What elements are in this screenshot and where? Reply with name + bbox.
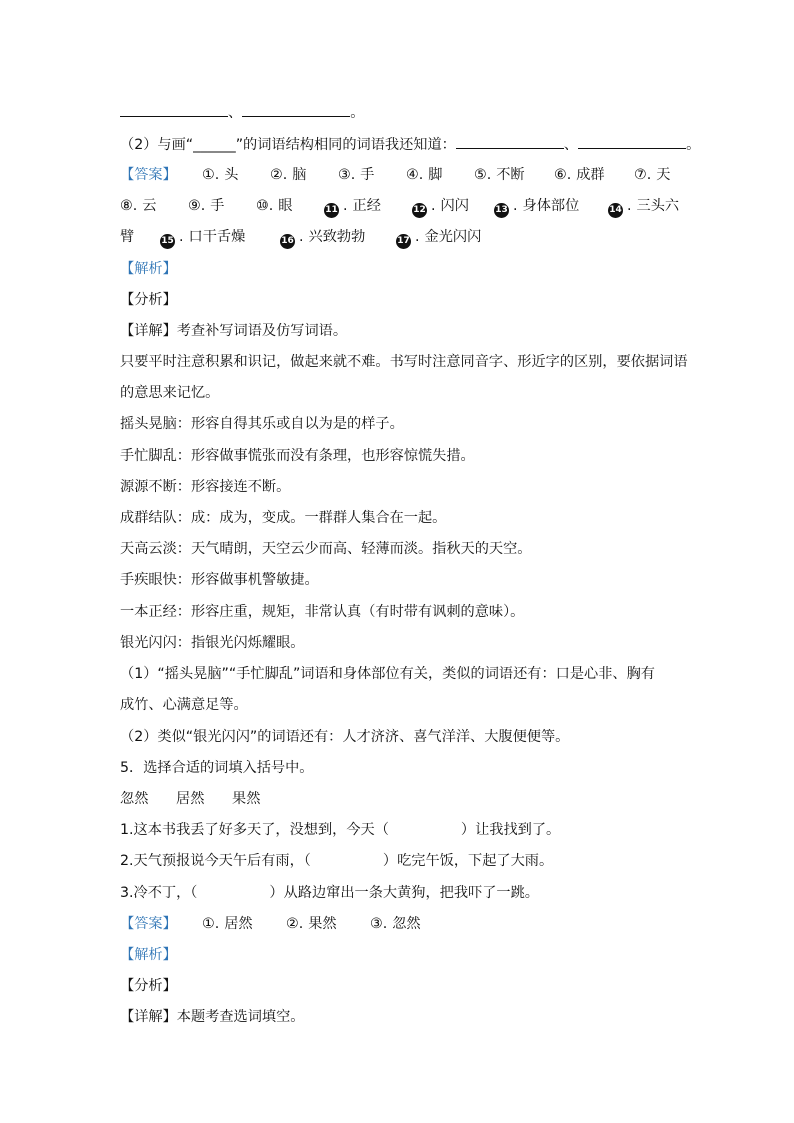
answer-text: 成群 [576, 167, 605, 183]
definition-line: 一本正经：形容庄重，规矩，非常认真（有时带有讽刺的意味）。 [120, 604, 525, 620]
sentence-pre: 1.这本书我丢了好多天了，没想到，今天（ [120, 822, 389, 838]
answer-number: ④. [406, 167, 424, 183]
xiangjie-label: 【详解】 [120, 1009, 177, 1025]
blank[interactable] [578, 134, 686, 149]
period: 。 [350, 105, 365, 121]
answer-label: 【答案】 [120, 167, 177, 183]
paragraph-line: 的意思来记忆。 [120, 385, 220, 401]
period: 。 [686, 137, 701, 153]
answer-number: ⑧. [120, 198, 138, 214]
answer-number: ①. [202, 916, 220, 932]
answer-text: 闪闪 [440, 198, 469, 214]
answer-text: 手 [360, 167, 375, 183]
blank[interactable] [456, 134, 564, 149]
circled-number: 11 [324, 203, 339, 218]
answer-text: 金光闪闪 [424, 229, 482, 245]
sentence-post: ）吃完午饭，下起了大雨。 [382, 853, 554, 869]
option-word: 果然 [232, 791, 261, 807]
separator: 、 [563, 137, 579, 153]
option-word: 居然 [176, 791, 205, 807]
definition-line: 手疾眼快：形容做事机警敏捷。 [120, 572, 319, 588]
option-word: 忽然 [120, 791, 149, 807]
xiangjie-text: 本题考查选词填空。 [176, 1009, 305, 1025]
note-line: 成竹、心满意足等。 [120, 697, 248, 713]
sentence-post: ）从路边窜出一条大黄狗，把我吓了一跳。 [269, 885, 539, 901]
answer-number: ⑩. [256, 198, 274, 214]
answer-text: 忽然 [392, 916, 421, 932]
question-5-title: 5．选择合适的词填入括号中。 [120, 760, 314, 776]
fenxi-label: 【分析】 [120, 978, 177, 994]
answer-number: ⑤. [474, 167, 492, 183]
circled-number: 17 [396, 234, 411, 249]
answer-row-1 [120, 165, 684, 185]
answer-text: 身体部位 [522, 198, 580, 214]
definition-line: 摇头晃脑：形容自得其乐或自以为是的样子。 [120, 416, 404, 432]
fenxi-label: 【分析】 [120, 292, 177, 308]
answer-number: ②. [286, 916, 304, 932]
jiexi-label: 【解析】 [120, 947, 177, 963]
sentence-1 [120, 820, 684, 840]
answer-label: 【答案】 [120, 916, 177, 932]
q2-mid: ”的词语结构相同的词语我还知道： [235, 137, 456, 153]
xiangjie-line [120, 321, 684, 341]
answer-text: 头 [224, 167, 239, 183]
answer-text: 云 [142, 198, 157, 214]
circled-number: 15 [160, 234, 175, 249]
xiangjie-text: 考查补写词语及仿写词语。 [176, 323, 348, 339]
sentence-pre: 2.天气预报说今天午后有雨，（ [120, 853, 311, 869]
q2-prefix: （2）与画“ [120, 137, 194, 153]
answer-row-q5 [120, 914, 684, 934]
sentence-2 [120, 851, 684, 871]
circled-number: 12 [412, 203, 427, 218]
blank[interactable] [120, 102, 228, 117]
circled-number: 14 [608, 203, 623, 218]
question-2-line [120, 134, 701, 155]
answer-text: 天 [656, 167, 671, 183]
answer-text: 口干舌燥 [188, 229, 246, 245]
answer-text: 不断 [496, 167, 525, 183]
note-line: （2）类似“银光闪闪”的词语还有：人才济济、喜气洋洋、大腹便便等。 [120, 729, 570, 745]
answer-number: ②. [270, 167, 288, 183]
answer-number: ⑦. [634, 167, 652, 183]
sentence-post: ）让我找到了。 [460, 822, 561, 838]
definition-line: 源源不断：形容接连不断。 [120, 479, 291, 495]
word-options [120, 789, 684, 809]
sentence-3 [120, 883, 684, 903]
answer-text: 正经 [352, 198, 381, 214]
answer-text: 脚 [428, 167, 443, 183]
answer-number: ⑨. [188, 198, 206, 214]
circled-number: 16 [280, 234, 295, 249]
circled-number: 13 [494, 203, 509, 218]
separator: 、 [228, 105, 243, 121]
answer-text: 居然 [224, 916, 253, 932]
xiangjie-line [120, 1007, 684, 1027]
answer-number: ③. [370, 916, 388, 932]
xiangjie-label: 【详解】 [120, 323, 177, 339]
q2-underline: ______ [193, 137, 236, 153]
document-page: 、 。 （2）与画“______”的词语结构相同的词语我还知道： 、 。 【答案】 ①. 头 ②. 脑 ③. 手 ④. 脚 ⑤. 不断 ⑥. 成群 ⑦. 天 ⑧. 云 ⑨. 手 ⑩. 眼 11 . 正经 12 . 闪闪 13 . 身体部位 14 . 三头六 臂 15 . 口干舌燥 16 . 兴致勃勃 17 . 金光闪闪 【解析】 【分析】 【详解】考查补写词语及仿写词语。 只要平时注意积累和识记，做起来就不难。书写时注意同音字、形近字的区别，要依据词语 的意思来记忆。 摇头晃脑：形容自得其乐或自以为是的样子。 手忙脚乱：形容做事慌张而没有条理，也形容惊慌失措。 源源不断：形容接连不断。 成群结队：成：成为，变成。一群群人集合在一起。 天高云淡：天气晴朗，天空云少而高、轻薄而淡。指秋天的天空。 手疾眼快：形容做事机警敏捷。 一本正经：形容庄重，规矩，非常认真（有时带有讽刺的意味）。 银光闪闪：指银光闪烁耀眼。 （1）“摇头晃脑”“手忙脚乱”词语和身体部位有关，类似的词语还有：口是心非、胸有 成竹、心满意足等。 （2）类似“银光闪闪”的词语还有：人才济济、喜气洋洋、大腹便便等。 5．选择合适的词填入括号中。 忽然 居然 果然 1.这本书我丢了好多天了，没想到，今天（ ）让我找到了。 2.天气预报说今天午后有雨，（ ）吃完午饭，下起了大雨。 3.冷不丁，（ ）从路边窜出一条大黄狗，把我吓了一跳。 【答案】 ①. 居然 ②. 果然 ③. 忽然 【解析】 【分析】 【详解】本题考查选词填空。 [0, 0, 794, 1123]
answer-text: 脑 [292, 167, 307, 183]
answer-text: 三头六 [636, 198, 680, 214]
answer-text: 臂 [120, 229, 135, 245]
definition-line: 手忙脚乱：形容做事慌张而没有条理，也形容惊慌失措。 [120, 448, 475, 464]
fill-blank-line [120, 102, 684, 123]
blank[interactable] [242, 102, 350, 117]
answer-number: ③. [338, 167, 356, 183]
definition-line: 天高云淡：天气晴朗，天空云少而高、轻薄而淡。指秋天的天空。 [120, 541, 532, 557]
answer-number: ⑥. [554, 167, 572, 183]
definition-line: 银光闪闪：指银光闪烁耀眼。 [120, 635, 305, 651]
answer-text: 眼 [278, 198, 293, 214]
answer-text: 兴致勃勃 [308, 229, 366, 245]
answer-text: 果然 [308, 916, 337, 932]
jiexi-label: 【解析】 [120, 261, 177, 277]
sentence-pre: 3.冷不丁，（ [120, 885, 198, 901]
paragraph-line: 只要平时注意积累和识记，做起来就不难。书写时注意同音字、形近字的区别，要依据词语 [120, 354, 688, 370]
answer-text: 手 [210, 198, 225, 214]
answer-number: ①. [202, 167, 220, 183]
definition-line: 成群结队：成：成为，变成。一群群人集合在一起。 [120, 510, 447, 526]
note-line: （1）“摇头晃脑”“手忙脚乱”词语和身体部位有关，类似的词语还有：口是心非、胸有 [120, 666, 655, 682]
